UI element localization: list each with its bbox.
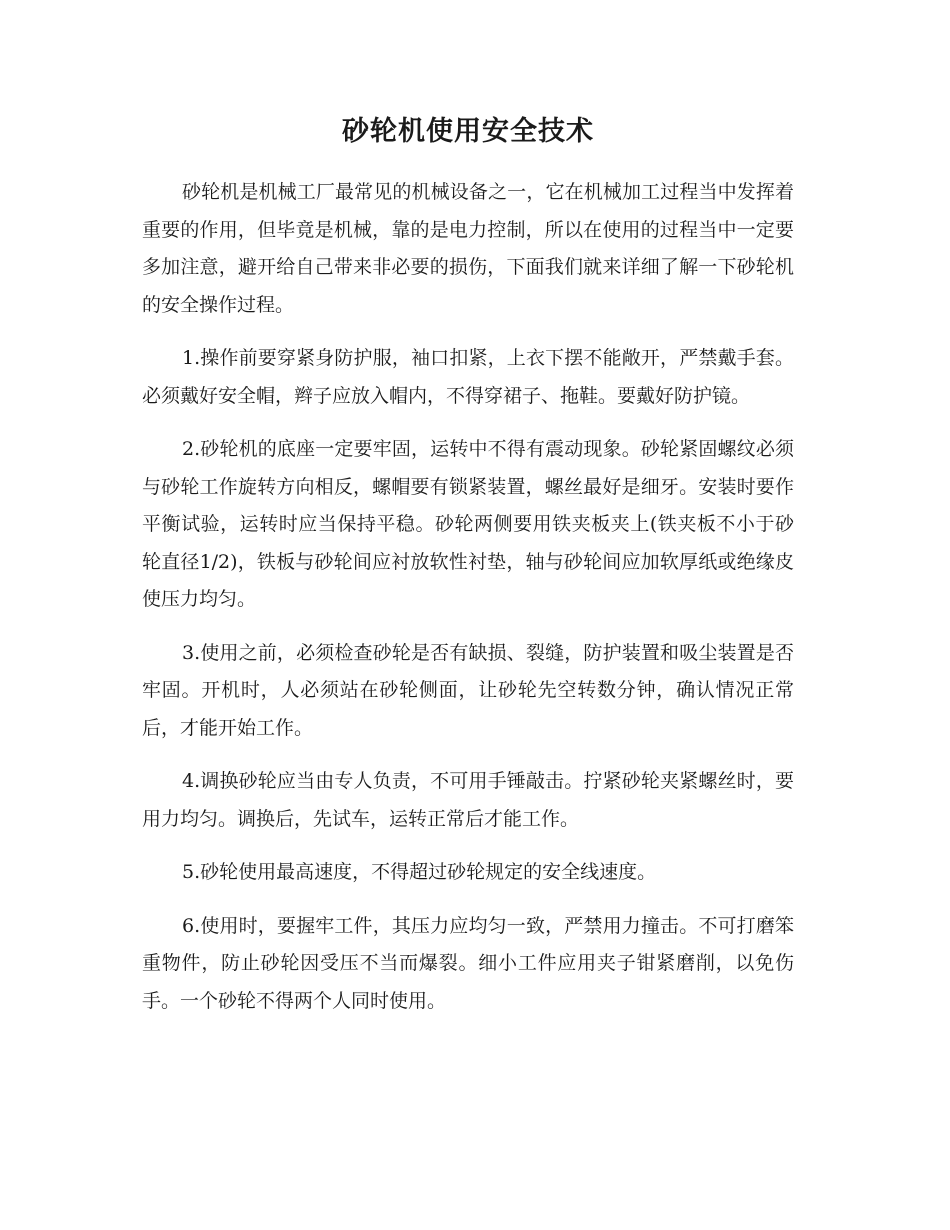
rule-paragraph-1: 1.操作前要穿紧身防护服，袖口扣紧，上衣下摆不能敞开，严禁戴手套。必须戴好安全帽，辫子应放入帽内，不得穿裙子、拖鞋。要戴好防护镜。 — [142, 347, 794, 407]
rule-paragraph-5: 5.砂轮使用最高速度，不得超过砂轮规定的安全线速度。 — [182, 861, 657, 883]
document-page — [142, 112, 794, 1036]
rule-paragraph-3: 3.使用之前，必须检查砂轮是否有缺损、裂缝，防护装置和吸尘装置是否牢固。开机时，人必须站在砂轮侧面，让砂轮先空转数分钟，确认情况正常后，才能开始工作。 — [142, 641, 794, 739]
document-title: 砂轮机使用安全技术 — [342, 116, 594, 147]
rule-paragraph-6: 6.使用时，要握牢工件，其压力应均匀一致，严禁用力撞击。不可打磨笨重物件，防止砂轮因受压不当而爆裂。细小工件应用夹子钳紧磨削，以免伤手。一个砂轮不得两个人同时使用。 — [142, 914, 794, 1012]
rule-paragraph-4: 4.调换砂轮应当由专人负责，不可用手锤敲击。拧紧砂轮夹紧螺丝时，要用力均匀。调换后，先试车，运转正常后才能工作。 — [142, 770, 794, 830]
intro-paragraph: 砂轮机是机械工厂最常见的机械设备之一，它在机械加工过程当中发挥着重要的作用，但毕竟是机械，靠的是电力控制，所以在使用的过程当中一定要多加注意，避开给自己带来非必要的损伤，下面我们就来详细了解一下砂轮机的安全操作过程。 — [142, 181, 794, 316]
rule-paragraph-2: 2.砂轮机的底座一定要牢固，运转中不得有震动现象。砂轮紧固螺纹必须与砂轮工作旋转方向相反，螺帽要有锁紧装置，螺丝最好是细牙。安装时要作平衡试验，运转时应当保持平稳。砂轮两侧要用铁夹板夹上(铁夹板不小于砂轮直径1/2)，铁板与砂轮间应衬放软性衬垫，轴与砂轮间应加软厚纸或绝缘皮使压力均匀。 — [142, 438, 794, 610]
